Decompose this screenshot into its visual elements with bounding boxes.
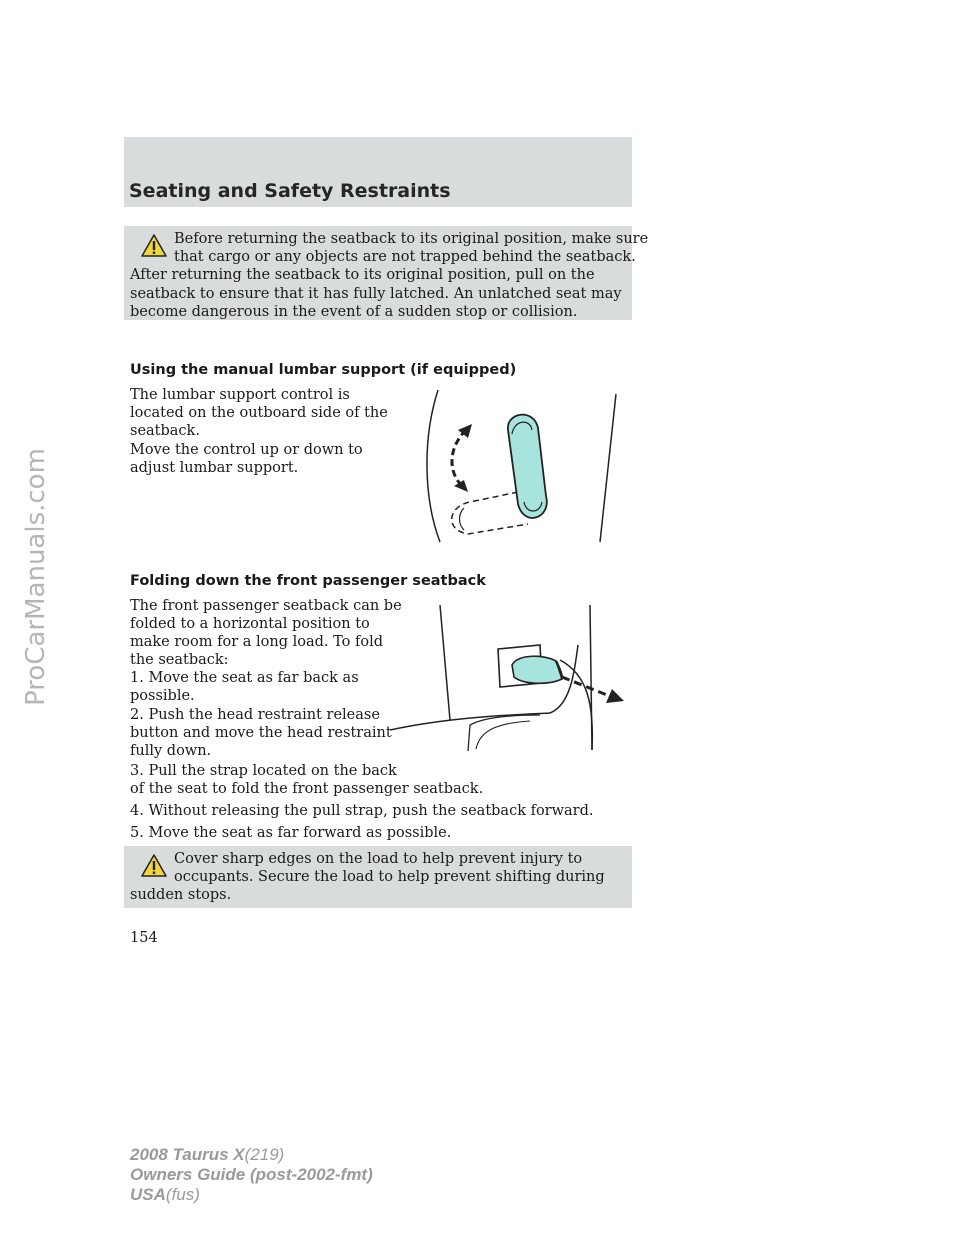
section-header <box>124 137 632 207</box>
folding-intro: The front passenger seatback can be folded to a horizontal position to make room for a long load. To fold the seatback: <box>130 598 402 668</box>
section-title: Seating and Safety Restraints <box>129 180 451 202</box>
page-number: 154 <box>130 930 158 946</box>
warning-box-seatback <box>124 226 649 320</box>
lumbar-heading: Using the manual lumbar support (if equipped) <box>130 362 517 378</box>
lumbar-control-illustration <box>420 390 630 545</box>
lumbar-paragraph-1: The lumbar support control is located on the outboard side of the seatback. <box>130 387 388 439</box>
folding-heading: Folding down the front passenger seatback <box>130 573 486 589</box>
warning-triangle-icon <box>141 854 167 877</box>
folding-step-5: 5. Move the seat as far forward as possible. <box>130 825 452 841</box>
folding-step-3: 3. Pull the strap located on the back of the seat to fold the front passenger seatback. <box>130 763 484 797</box>
folding-step-2: 2. Push the head restraint release button and move the head restraint fully down. <box>130 707 392 759</box>
seatback-strap-illustration <box>390 605 630 755</box>
warning-text-line: seatback to ensure that it has fully latched. An unlatched seat may <box>130 285 622 302</box>
watermark: ProCarManuals.com <box>21 448 51 706</box>
document-footer: 2008 Taurus X(219) Owners Guide (post-2002-fmt) USA(fus) <box>130 1145 373 1204</box>
warning-text-line: After returning the seatback to its original position, pull on the <box>130 267 595 284</box>
warning-text-line: sudden stops. <box>130 887 232 904</box>
lumbar-paragraph-2: Move the control up or down to adjust lumbar support. <box>130 442 363 476</box>
folding-step-1: 1. Move the seat as far back as possible. <box>130 670 359 704</box>
warning-box-load <box>124 846 632 908</box>
warning-text-line: Cover sharp edges on the load to help prevent injury to <box>174 851 583 867</box>
warning-text-line: that cargo or any objects are not trapped behind the seatback. <box>174 249 636 266</box>
folding-step-4: 4. Without releasing the pull strap, push the seatback forward. <box>130 803 594 819</box>
warning-triangle-icon <box>141 234 167 257</box>
warning-text-line: become dangerous in the event of a sudden stop or collision. <box>130 303 578 320</box>
warning-text-line: Before returning the seatback to its original position, make sure <box>174 231 649 247</box>
warning-text-line: occupants. Secure the load to help prevent shifting during <box>174 869 605 886</box>
